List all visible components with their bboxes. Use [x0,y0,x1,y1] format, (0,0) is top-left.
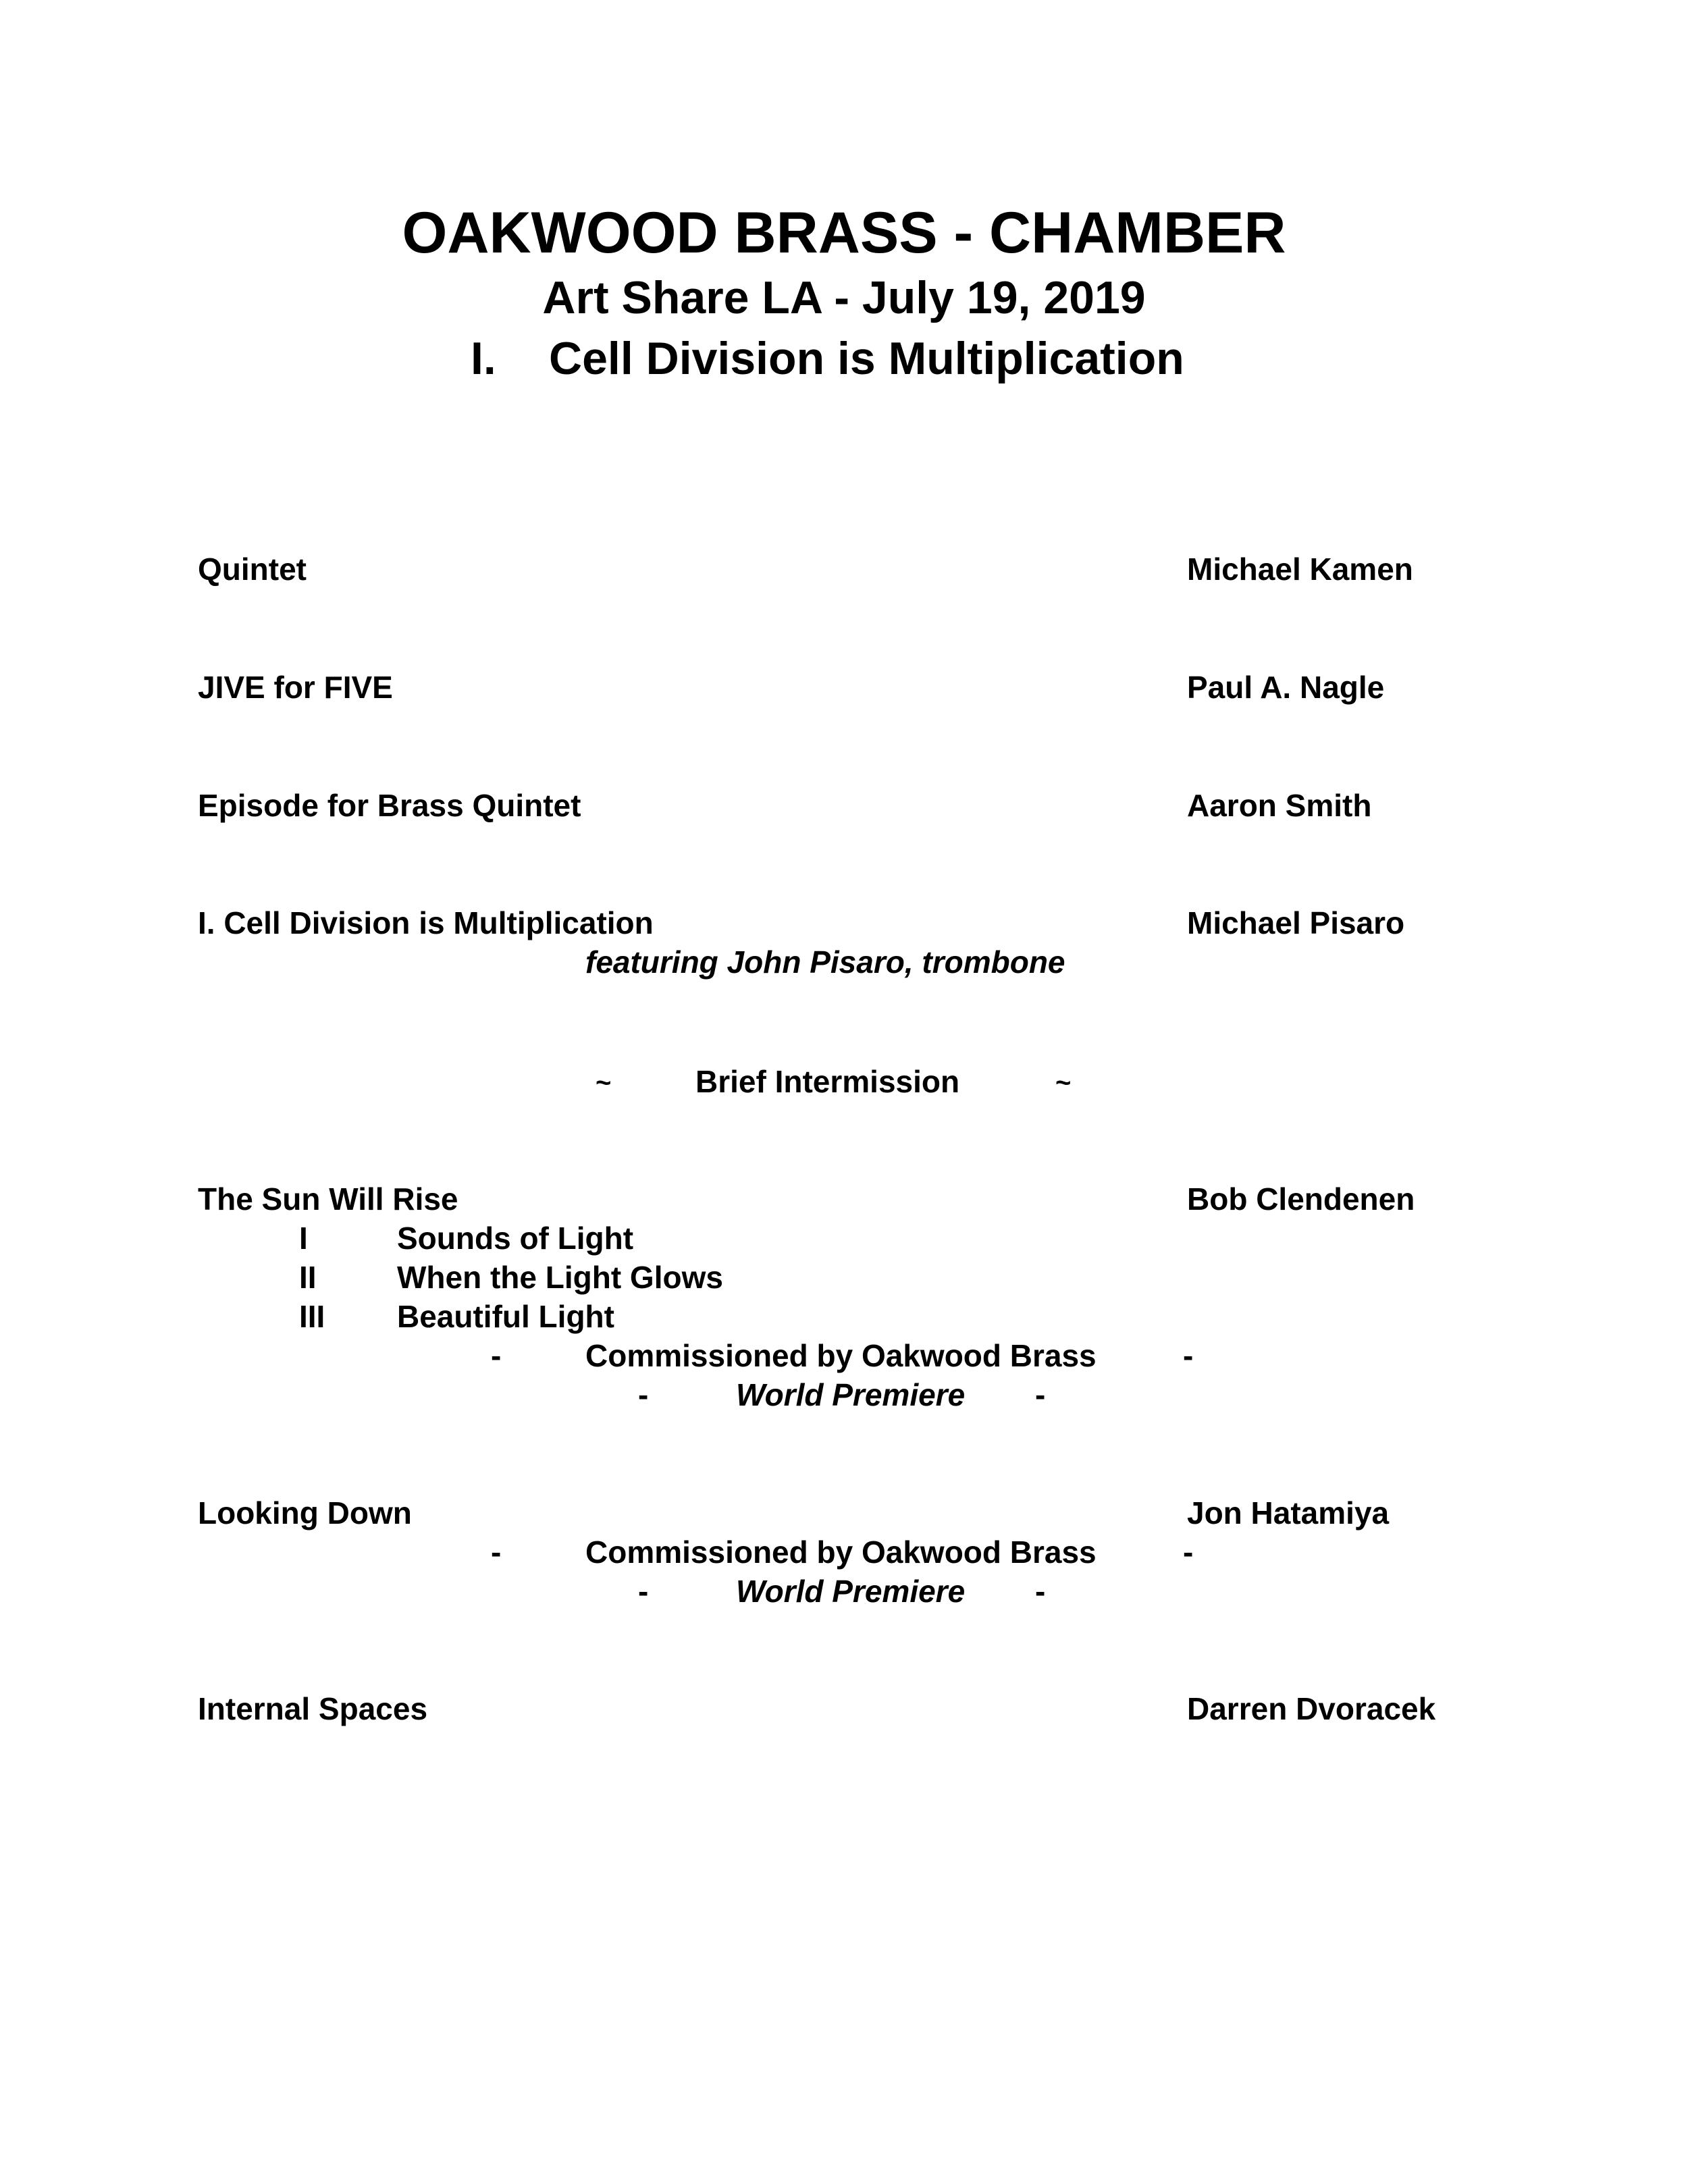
featured-work-title: Cell Division is Multiplication [549,333,1184,384]
intermission-label: Brief Intermission [695,1064,960,1099]
dash-right: - [1035,1377,1046,1412]
composer-name: Michael Kamen [1187,552,1413,587]
featured-work-number: I. [471,333,496,384]
dash-left: - [491,1535,502,1570]
composer-name: Aaron Smith [1187,788,1372,823]
movement-title: Sounds of Light [397,1221,634,1256]
composer-name: Darren Dvoracek [1187,1691,1436,1726]
commission-note: Commissioned by Oakwood Brass [585,1535,1097,1570]
dash-left: - [638,1377,649,1412]
composer-name: Paul A. Nagle [1187,670,1385,705]
movement-number: II [299,1260,317,1295]
movement-number: I [299,1221,308,1256]
venue-date: Art Share LA - July 19, 2019 [542,272,1146,323]
piece-title: The Sun Will Rise [198,1181,458,1217]
movement-number: III [299,1299,325,1334]
dash-left: - [638,1574,649,1609]
intermission-tilde-left: ~ [596,1068,612,1098]
composer-name: Bob Clendenen [1187,1181,1415,1217]
premiere-note: World Premiere [736,1574,966,1609]
piece-title: I. Cell Division is Multiplication [198,905,654,940]
movement-title: When the Light Glows [397,1260,723,1295]
intermission-tilde-right: ~ [1055,1068,1072,1098]
composer-name: Jon Hatamiya [1187,1495,1390,1530]
piece-title: JIVE for FIVE [198,670,393,705]
piece-title: Internal Spaces [198,1691,428,1726]
piece-title: Looking Down [198,1495,412,1530]
dash-right: - [1035,1574,1046,1609]
commission-note: Commissioned by Oakwood Brass [585,1338,1097,1373]
program-title: OAKWOOD BRASS - CHAMBER [402,201,1286,265]
movement-title: Beautiful Light [397,1299,614,1334]
composer-name: Michael Pisaro [1187,905,1405,940]
premiere-note: World Premiere [736,1377,966,1412]
featured-performer: featuring John Pisaro, trombone [585,944,1065,980]
piece-title: Quintet [198,552,307,587]
dash-right: - [1183,1535,1194,1570]
dash-right: - [1183,1338,1194,1373]
piece-title: Episode for Brass Quintet [198,788,581,823]
dash-left: - [491,1338,502,1373]
